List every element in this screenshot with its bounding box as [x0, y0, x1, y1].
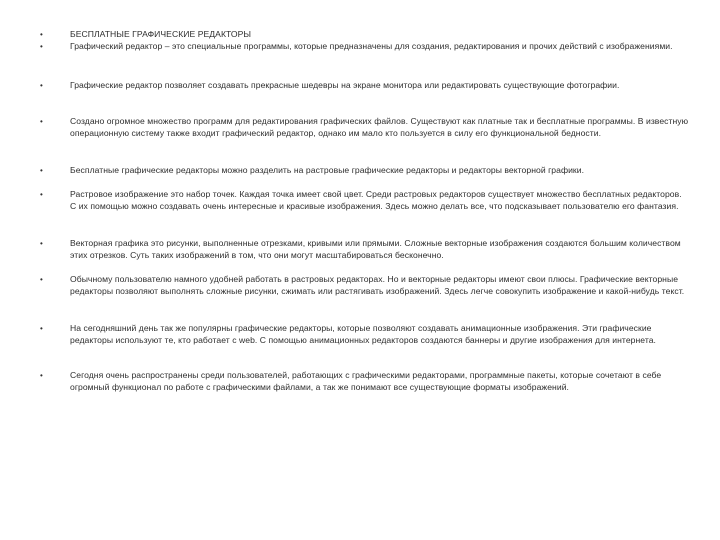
bullet-marker: •: [40, 117, 43, 126]
bullet-marker: •: [40, 42, 43, 51]
bullet-marker: •: [40, 166, 43, 175]
bullet-text: Создано огромное множество программ для редактирования графических файлов. Существуют как платные так и бесплатные программы. В известную операционную систему также входит графический редактор, однако им мало кто пользуется в силу его функциональной бедности.: [70, 116, 689, 138]
bullet-marker: •: [40, 30, 43, 39]
bullet-text: Обычному пользователю намного удобней работать в растровых редакторах. Но и векторные редакторы имеют свои плюсы. Графические векторные редакторы позволяют выполнять сложные рисунки, сжимать или растягивать изображений. Здесь легче совокупить изображение и какой-нибудь текст.: [70, 274, 685, 296]
bullet-marker: •: [40, 239, 43, 248]
bullet-text: Графические редактор позволяет создавать прекрасные шедевры на экране монитора или редактировать существующие фотографии.: [70, 80, 620, 90]
bullet-marker: •: [40, 190, 43, 199]
bullet-text: На сегодняшний день так же популярны графические редакторы, которые позволяют создавать анимационные изображения. Эти графические редакторы используют те, кто работает с web. С помощью анимационных редакторов создаются баннеры и другие изображения для интернета.: [70, 323, 656, 345]
bullet-text: Растровое изображение это набор точек. Каждая точка имеет свой цвет. Среди растровых редакторов существует множество бесплатных редакторов. С их помощью можно создавать очень интересные и красивые изображения. Здесь можно делать все, что подсказывает пользователю его фантазия.: [70, 189, 682, 211]
bullet-text: Графический редактор – это специальные программы, которые предназначены для создания, редактирования и прочих действий с изображениями.: [70, 41, 673, 51]
bullet-marker: •: [40, 324, 43, 333]
bullet-marker: •: [40, 371, 43, 380]
slide-heading: БЕСПЛАТНЫЕ ГРАФИЧЕСКИЕ РЕДАКТОРЫ: [70, 29, 252, 39]
bullet-marker: •: [40, 275, 43, 284]
bullet-text: Сегодня очень распространены среди пользователей, работающих с графическими редакторами, программные пакеты, которые сочетают в себе огромный функционал по работе с графическими файлами, а так же понимают все существующие форматы изображений.: [70, 370, 662, 392]
bullet-text: Бесплатные графические редакторы можно разделить на растровые графические редакторы и редакторы векторной графики.: [70, 165, 585, 175]
bullet-marker: •: [40, 81, 43, 90]
bullet-text: Векторная графика это рисунки, выполненные отрезками, кривыми или прямыми. Сложные векторные изображения создаются большим количеством этих отрезков. Суть таких изображений в том, что они могут масштабироваться бесконечно.: [70, 238, 681, 260]
